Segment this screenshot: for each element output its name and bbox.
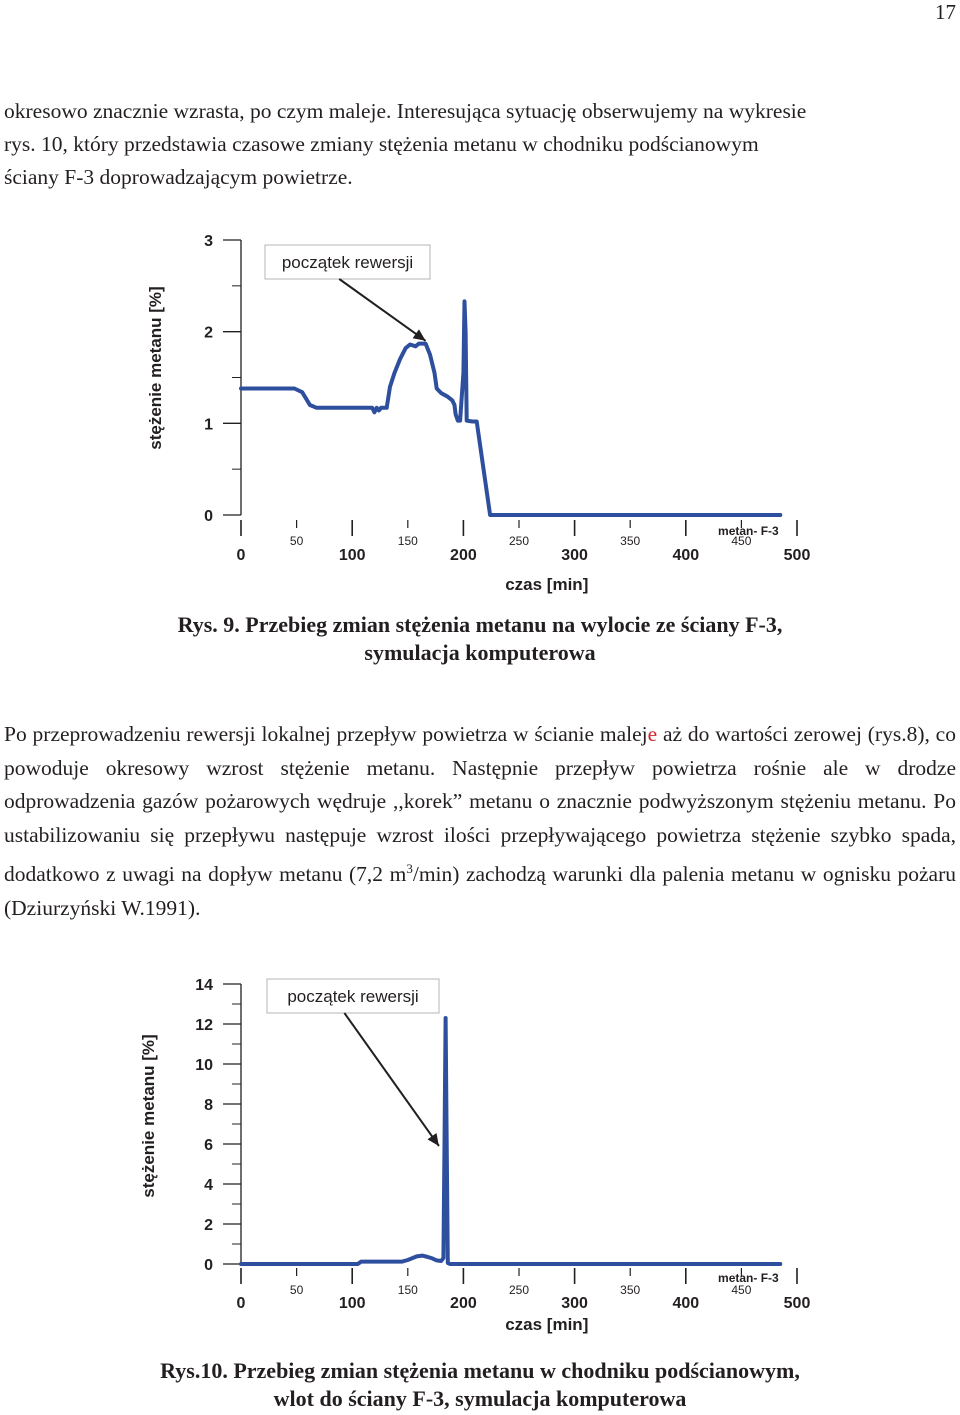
y-tick-label: 3 (204, 233, 213, 250)
figure9-caption (0, 611, 960, 667)
arrow-head-icon (413, 329, 426, 340)
figure10-chart (0, 968, 960, 1348)
y-axis-label: stężenie metanu [%] (139, 1034, 158, 1198)
annotation-label: początek rewersji (287, 987, 419, 1006)
arrow-head-icon (428, 1133, 439, 1146)
intro-line: ściany F-3 doprowadzającym powietrze. (4, 165, 353, 189)
x-minor-tick-label: 350 (620, 1283, 641, 1297)
series-line (241, 1018, 780, 1264)
body-text-after: /min) zachodzą warunki dla palenia metanu w ognisku pożaru (Dziurzyński W.1991). (4, 862, 956, 920)
y-axis-label: stężenie metanu [%] (146, 286, 165, 450)
figure9-caption-line1: Rys. 9. Przebieg zmian stężenia metanu na wylocie ze ściany F-3, (177, 612, 783, 637)
x-tick-label: 500 (783, 1295, 811, 1312)
figure9-caption-line2: symulacja komputerowa (364, 640, 596, 665)
x-axis-label: czas [min] (505, 1315, 589, 1334)
y-tick-label: 12 (195, 1017, 213, 1034)
x-axis-label: czas [min] (505, 575, 589, 594)
body-superscript: 3 (406, 861, 413, 876)
x-tick-label: 300 (561, 547, 588, 564)
x-tick-label: 0 (236, 547, 246, 564)
y-tick-label: 2 (204, 324, 213, 342)
intro-line: rys. 10, który przedstawia czasowe zmiany stężenia metanu w chodniku podścianowym (4, 132, 759, 156)
series-line (241, 301, 780, 515)
body-paragraph (4, 718, 956, 925)
x-minor-tick-label: 50 (289, 1283, 304, 1297)
x-tick-label: 100 (338, 547, 366, 564)
x-minor-tick-label: 350 (620, 534, 641, 548)
x-tick-label: 0 (236, 1295, 246, 1312)
x-minor-tick-label: 150 (397, 534, 418, 548)
body-text-middle: aż do wartości zerowej (rys.8), co powoduje okresowy wzrost stężenie metanu. Następnie przepływ powietrza rośnie ale w drodze odprowadzenia gazów pożarowych wędruje ,,korek” metanu o znacznie podwyższonym stężeniu metanu. Po ustabilizowaniu się przepływu następuje wzrost ilości przepływającego powietrza stężenie szybko spada, dodatkowo z uwagi na dopływ metanu (7,2 m (4, 722, 956, 887)
x-tick-label: 100 (338, 1295, 366, 1312)
legend-label: metan- F-3 (718, 524, 779, 538)
x-tick-label: 200 (450, 547, 477, 564)
x-minor-tick-label: 150 (397, 1283, 418, 1297)
x-tick-label: 200 (450, 1295, 477, 1312)
x-tick-label: 400 (672, 547, 700, 564)
y-tick-label: 14 (195, 977, 213, 994)
x-minor-tick-label: 250 (508, 1283, 530, 1297)
annotation-arrow (344, 1013, 439, 1146)
y-tick-label: 8 (204, 1097, 213, 1114)
figure10-caption-line1: Rys.10. Przebieg zmian stężenia metanu w chodniku podścianowym, (160, 1358, 800, 1383)
body-text-before: Po przeprowadzeniu rewersji lokalnej przepływ powietrza w ścianie malej (4, 722, 648, 746)
y-tick-label: 2 (204, 1217, 213, 1234)
x-tick-label: 500 (783, 547, 811, 564)
page-number: 17 (935, 0, 956, 24)
x-tick-label: 400 (672, 1295, 700, 1312)
y-tick-label: 1 (204, 416, 213, 434)
figure9-chart (0, 220, 960, 600)
legend-label: metan- F-3 (718, 1271, 779, 1285)
x-minor-tick-label: 250 (508, 534, 530, 548)
body-text-highlight: e (647, 722, 658, 746)
y-tick-label: 10 (195, 1057, 213, 1074)
x-tick-label: 300 (561, 1295, 588, 1312)
figure10-caption (0, 1357, 960, 1413)
x-minor-tick-label: 50 (289, 534, 304, 548)
intro-line: okresowo znacznie wzrasta, po czym maleje. Interesująca sytuację obserwujemy na wykresie (4, 99, 807, 123)
figure10-caption-line2: wlot do ściany F-3, symulacja komputerowa (273, 1386, 687, 1411)
y-tick-label: 0 (204, 508, 213, 525)
y-tick-label: 4 (204, 1177, 213, 1194)
y-tick-label: 6 (204, 1137, 213, 1154)
x-minor-tick-label: 450 (731, 534, 752, 548)
annotation-label: początek rewersji (281, 253, 414, 272)
annotation-arrow (339, 279, 425, 341)
y-tick-label: 0 (204, 1257, 213, 1274)
x-minor-tick-label: 450 (731, 1283, 752, 1297)
